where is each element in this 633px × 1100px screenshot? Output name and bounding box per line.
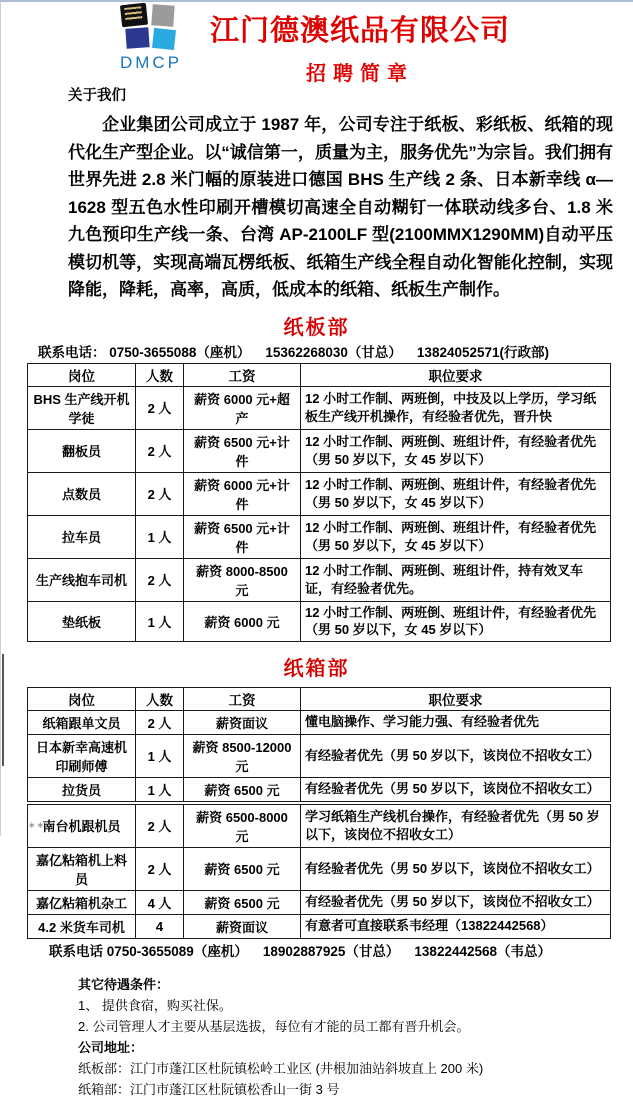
- position-cell: 嘉亿粘箱机杂工: [28, 890, 136, 914]
- position-cell: 拉车员: [28, 515, 136, 558]
- headcount-cell: 2 人: [136, 558, 184, 601]
- benefit-item: 1、 提供食宿，购买社保。: [78, 997, 232, 1013]
- requirements-cell: 有意者可直接联系韦经理（13822442568）: [301, 914, 611, 938]
- footer: [78, 974, 633, 1100]
- salary-cell: 薪资面议: [184, 914, 301, 938]
- requirements-cell: 有经验者优先（男 50 岁以下，该岗位不招收女工）: [301, 847, 611, 890]
- requirements-cell: 12 小时工作制、两班倒、班组计件，有经验者优先（男 50 岁以下，女 45 岁以下）: [301, 429, 611, 472]
- table-row: [28, 914, 611, 938]
- table-row: [28, 890, 611, 914]
- address-board-dept: 纸板部：江门市蓬江区杜阮镇松岭工业区 (井根加油站斜坡直上 200 米): [78, 1060, 484, 1076]
- about-paragraph: 企业集团公司成立于 1987 年，公司专注于纸板、彩纸板、纸箱的现代化生产型企业。以“诚信第一，质量为主，服务优先”为宗旨。我们拥有世界先进 2.8 米门幅的原装进口德国 BHS 生产线 2 条、日本新幸线 α—1628 型五色水性印刷开槽模切高速全自动糊钉一体联动线多台、1.8 米九色预印生产线一条、台湾 AP-2100LF 型(2100MMX1290MM)自动平压模切机等，实现高端瓦楞纸板、纸箱生产线全程自动化智能化控制，实现降能，降耗，高率，高质，低成本的纸箱、纸板生产制作。: [68, 115, 613, 299]
- address-carton-dept: 纸箱部：江门市蓬江区杜阮镇松香山一街 3 号: [78, 1081, 340, 1097]
- address-heading: 公司地址：: [78, 1039, 144, 1055]
- headcount-cell: 2 人: [136, 472, 184, 515]
- col-header-requirements: 职位要求: [301, 363, 611, 386]
- table-row: [28, 515, 611, 558]
- salary-cell: 薪资面议: [184, 710, 301, 734]
- about-heading: 关于我们: [68, 88, 126, 104]
- logo-tiles-icon: [119, 4, 183, 50]
- salary-cell: 薪资 6000 元: [184, 601, 301, 641]
- position-cell: 纸箱跟单文员: [28, 710, 136, 734]
- col-header-position: 岗位: [28, 687, 136, 710]
- position-cell: 拉货员: [28, 777, 136, 803]
- logo-navy-tile-icon: [125, 27, 149, 49]
- table-row: [28, 601, 611, 641]
- position-cell: 日本新幸高速机印刷师傅: [28, 734, 136, 777]
- col-header-headcount: 人数: [136, 363, 184, 386]
- carton-dept-contact: 联系电话 0750-3655089（座机） 18902887925（甘总） 13822442568（韦总）: [48, 943, 552, 959]
- table-row: [28, 386, 611, 429]
- board-dept-heading: 纸板部: [283, 316, 350, 339]
- position-cell: 南台机跟机员: [28, 803, 136, 848]
- headcount-cell: 2 人: [136, 429, 184, 472]
- requirements-cell: 12 小时工作制、两班倒，中技及以上学历，学习纸板生产线开机操作，有经验者优先，晋升快: [301, 386, 611, 429]
- position-cell: 嘉亿粘箱机上料员: [28, 847, 136, 890]
- company-title: 江门德澳纸品有限公司: [209, 15, 510, 47]
- position-cell: 点数员: [28, 472, 136, 515]
- headcount-cell: 2 人: [136, 710, 184, 734]
- requirements-cell: 12 小时工作制、两班倒、班组计件，有经验者优先（男 50 岁以下，女 45 岁以下）: [301, 472, 611, 515]
- salary-cell: 薪资 6500 元: [184, 890, 301, 914]
- carton-dept-heading: 纸箱部: [283, 657, 350, 680]
- table-header-row: [28, 687, 611, 710]
- table-row: [28, 558, 611, 601]
- position-cell: 生产线抱车司机: [28, 558, 136, 601]
- headcount-cell: 4 人: [136, 890, 184, 914]
- table-seam-artifact: [2, 654, 4, 766]
- salary-cell: 薪资 6000 元+计件: [184, 472, 301, 515]
- requirements-cell: 有经验者优先（男 50 岁以下，该岗位不招收女工）: [301, 890, 611, 914]
- page-corner-artifact: ∗∗: [28, 820, 46, 830]
- table-row: [28, 734, 611, 777]
- document-header: [0, 2, 633, 85]
- salary-cell: 薪资 6500-8000 元: [184, 803, 301, 848]
- position-cell: 4.2 米货车司机: [28, 914, 136, 938]
- benefits-heading: 其它待遇条件：: [78, 976, 170, 992]
- headcount-cell: 1 人: [136, 515, 184, 558]
- logo-paper-stack-icon: [120, 3, 148, 28]
- headcount-cell: 4: [136, 914, 184, 938]
- board-dept-contact: 联系电话： 0750-3655088（座机） 15362268030（甘总） 13824052571(行政部): [38, 344, 550, 360]
- table-header-row: [28, 363, 611, 386]
- company-logo: [96, 4, 206, 73]
- salary-cell: 薪资 8000-8500 元: [184, 558, 301, 601]
- table-row: [28, 803, 611, 848]
- requirements-cell: 懂电脑操作、学习能力强、有经验者优先: [301, 710, 611, 734]
- table-row: [28, 777, 611, 803]
- headcount-cell: 1 人: [136, 601, 184, 641]
- doc-subtitle: 招聘简章: [306, 63, 414, 85]
- title-block: [200, 8, 520, 86]
- requirements-cell: 有经验者优先（男 50 岁以下，该岗位不招收女工）: [301, 734, 611, 777]
- page-edge-line: [0, 2, 1, 836]
- headcount-cell: 2 人: [136, 803, 184, 848]
- col-header-position: 岗位: [28, 363, 136, 386]
- logo-gray-tile-icon: [151, 4, 174, 26]
- table-row: [28, 472, 611, 515]
- requirements-cell: 12 小时工作制、两班倒、班组计件，持有效叉车证，有经验者优先。: [301, 558, 611, 601]
- table-row: [28, 847, 611, 890]
- col-header-requirements: 职位要求: [301, 687, 611, 710]
- carton-dept-table: [27, 687, 611, 939]
- table-row: [28, 429, 611, 472]
- benefit-item: 2. 公司管理人才主要从基层选拔，每位有才能的员工都有晋升机会。: [78, 1018, 470, 1034]
- logo-cyan-tile-icon: [152, 28, 176, 50]
- headcount-cell: 1 人: [136, 777, 184, 803]
- requirements-cell: 12 小时工作制、两班倒、班组计件，有经验者优先（男 50 岁以下，女 45 岁以下）: [301, 515, 611, 558]
- position-cell: BHS 生产线开机学徒: [28, 386, 136, 429]
- salary-cell: 薪资 6500 元+计件: [184, 515, 301, 558]
- col-header-salary: 工资: [184, 363, 301, 386]
- requirements-cell: 学习纸箱生产线机台操作，有经验者优先（男 50 岁以下，该岗位不招收女工）: [301, 803, 611, 848]
- headcount-cell: 1 人: [136, 734, 184, 777]
- col-header-headcount: 人数: [136, 687, 184, 710]
- salary-cell: 薪资 6000 元+超产: [184, 386, 301, 429]
- salary-cell: 薪资 6500 元+计件: [184, 429, 301, 472]
- requirements-cell: 12 小时工作制、两班倒、班组计件，有经验者优先（男 50 岁以下，女 45 岁以下）: [301, 601, 611, 641]
- headcount-cell: 2 人: [136, 386, 184, 429]
- headcount-cell: 2 人: [136, 847, 184, 890]
- position-cell: 垫纸板: [28, 601, 136, 641]
- board-dept-table: [27, 363, 611, 642]
- col-header-salary: 工资: [184, 687, 301, 710]
- salary-cell: 薪资 6500 元: [184, 777, 301, 803]
- position-cell: 翻板员: [28, 429, 136, 472]
- requirements-cell: 有经验者优先（男 50 岁以下，该岗位不招收女工）: [301, 777, 611, 803]
- table-row: [28, 710, 611, 734]
- salary-cell: 薪资 6500 元: [184, 847, 301, 890]
- logo-text: DMCP: [119, 53, 183, 72]
- salary-cell: 薪资 8500-12000 元: [184, 734, 301, 777]
